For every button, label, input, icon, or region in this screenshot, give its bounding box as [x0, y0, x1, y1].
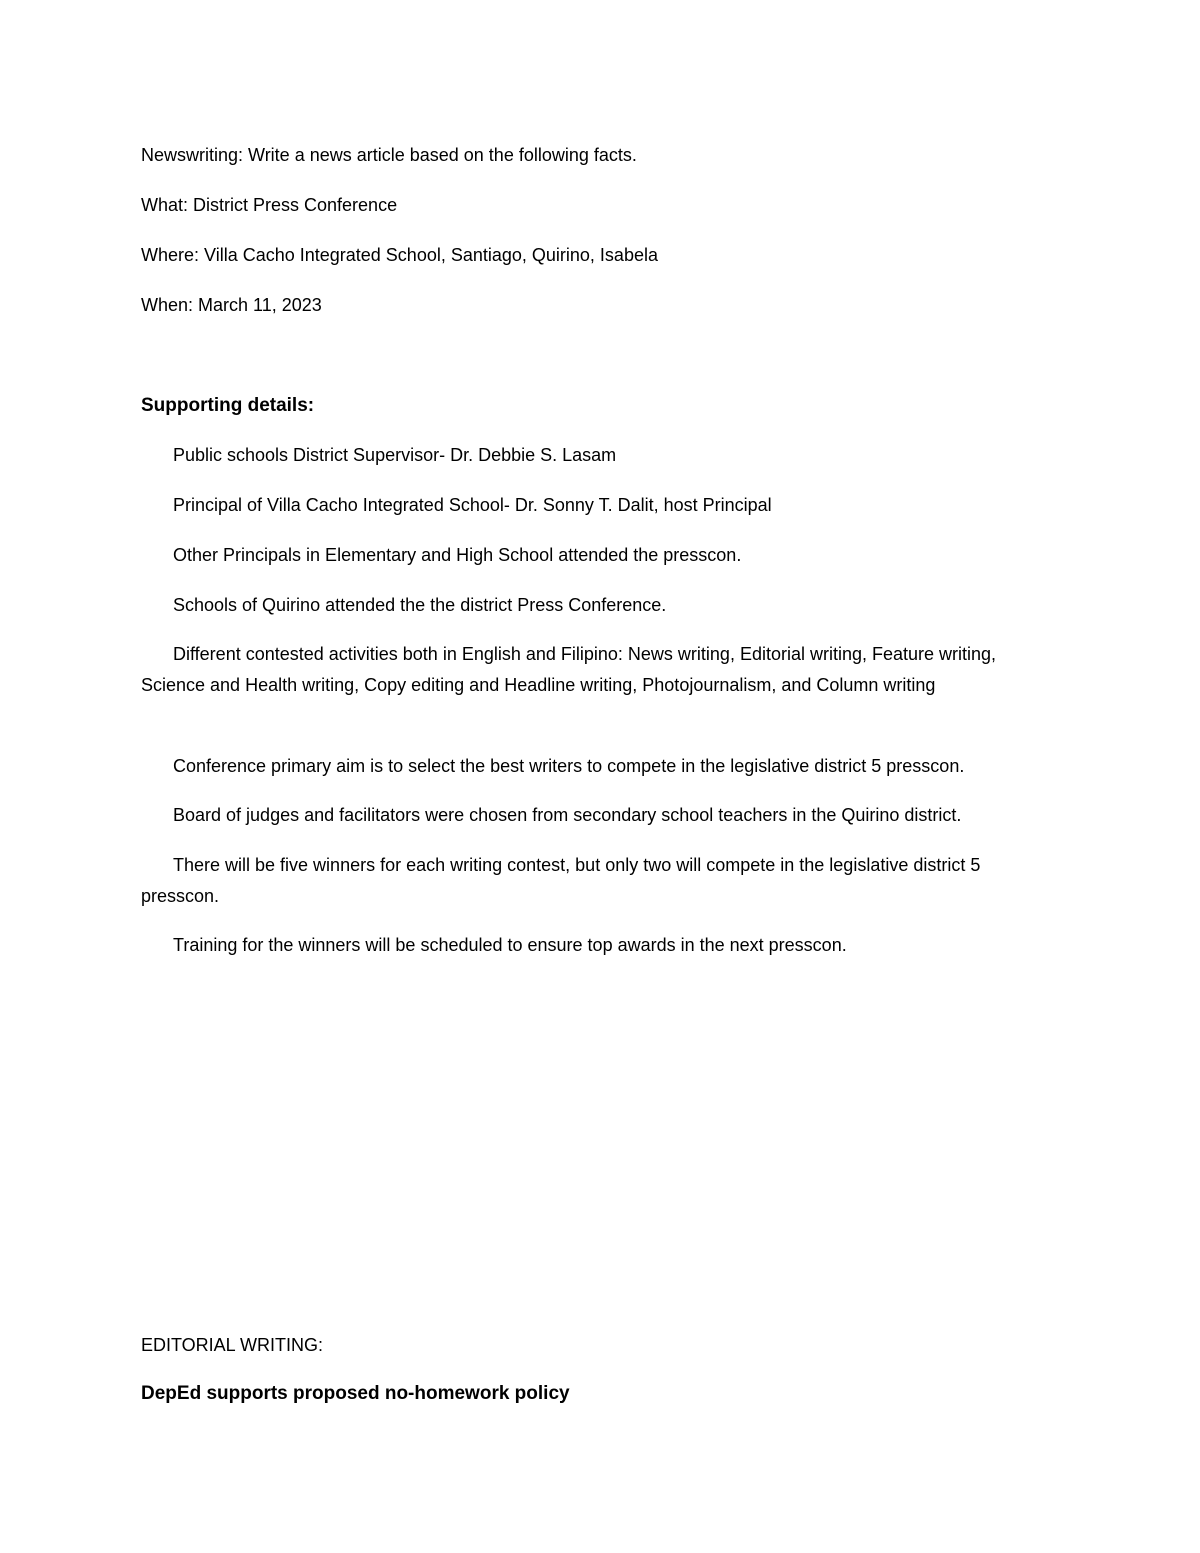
editorial-headline: DepEd supports proposed no-homework policy: [141, 1383, 570, 1404]
where-line: Where: Villa Cacho Integrated School, Santiago, Quirino, Isabela: [141, 245, 658, 265]
detail-item: Public schools District Supervisor- Dr. Debbie S. Lasam: [173, 445, 617, 465]
when-line: When: March 11, 2023: [141, 295, 322, 315]
detail-item: Different contested activities both in English and Filipino: News writing, Editorial writing, Feature writing, Science and Health writing, Copy editing and Headline writing, Photojournalism, and Column writing: [141, 644, 997, 695]
detail-item: Other Principals in Elementary and High School attended the presscon.: [173, 545, 742, 565]
detail-item: Conference primary aim is to select the best writers to compete in the legislative district 5 presscon.: [173, 756, 965, 776]
detail-item: Principal of Villa Cacho Integrated School- Dr. Sonny T. Dalit, host Principal: [173, 495, 772, 515]
detail-item: There will be five winners for each writing contest, but only two will compete in the legislative district 5 presscon.: [141, 855, 981, 906]
detail-item: Board of judges and facilitators were chosen from secondary school teachers in the Quirino district.: [173, 805, 962, 825]
detail-item: Schools of Quirino attended the the district Press Conference.: [173, 595, 667, 615]
supporting-details-heading: Supporting details:: [141, 395, 315, 416]
detail-item: Training for the winners will be scheduled to ensure top awards in the next presscon.: [173, 935, 847, 955]
instruction-text: Newswriting: Write a news article based on the following facts.: [141, 145, 637, 165]
editorial-label: EDITORIAL WRITING:: [141, 1335, 324, 1355]
what-line: What: District Press Conference: [141, 195, 398, 215]
